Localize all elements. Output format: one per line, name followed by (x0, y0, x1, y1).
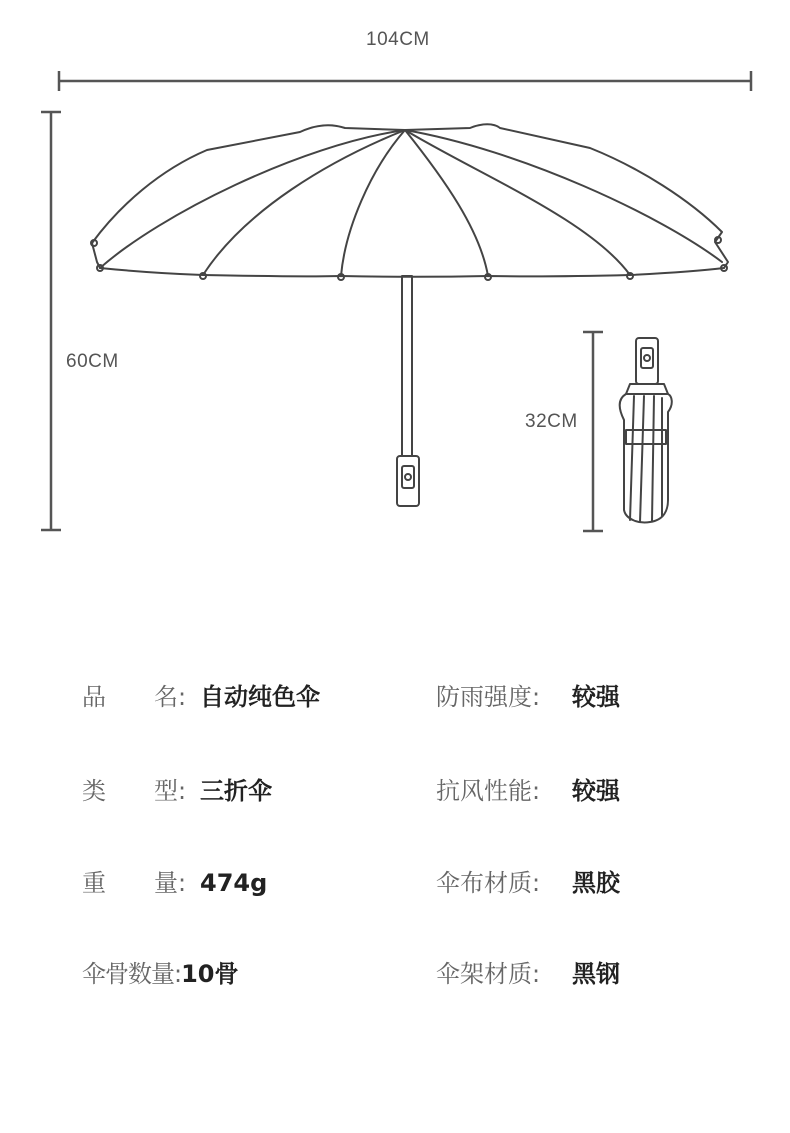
width-dimension-line (59, 71, 751, 91)
spec-value: 10骨 (181, 960, 239, 988)
folded-dimension-line (583, 332, 603, 531)
spec-value: 474g (200, 869, 268, 897)
spec-row-rainproof (436, 683, 620, 711)
spec-row-type (82, 777, 272, 805)
umbrella-diagram (0, 0, 790, 560)
width-dimension-label: 104CM (366, 29, 430, 50)
spec-label: 类 型: (82, 777, 187, 805)
spec-row-windproof (436, 777, 620, 805)
spec-label: 重 量: (82, 869, 187, 897)
folded-length-label: 32CM (525, 411, 578, 432)
height-dimension-label: 60CM (66, 351, 119, 372)
spec-label: 品 名: (82, 683, 187, 711)
spec-row-name (82, 683, 320, 711)
spec-value: 较强 (572, 683, 620, 711)
spec-value: 三折伞 (200, 777, 272, 805)
spec-value: 自动纯色伞 (200, 683, 320, 711)
spec-value: 黑钢 (572, 960, 620, 988)
spec-value: 黑胶 (572, 869, 620, 897)
spec-label: 防雨强度: (436, 683, 541, 711)
spec-row-frame (436, 960, 620, 988)
spec-label: 伞布材质: (436, 869, 541, 897)
spec-row-fabric (436, 869, 620, 897)
spec-value: 较强 (572, 777, 620, 805)
height-dimension-line (41, 112, 61, 530)
spec-row-weight (82, 869, 267, 897)
folded-umbrella-icon (620, 338, 672, 523)
spec-label: 抗风性能: (436, 777, 541, 805)
spec-label: 伞架材质: (436, 960, 541, 988)
spec-row-ribs (82, 960, 239, 988)
spec-label: 伞骨数量: (82, 960, 182, 988)
